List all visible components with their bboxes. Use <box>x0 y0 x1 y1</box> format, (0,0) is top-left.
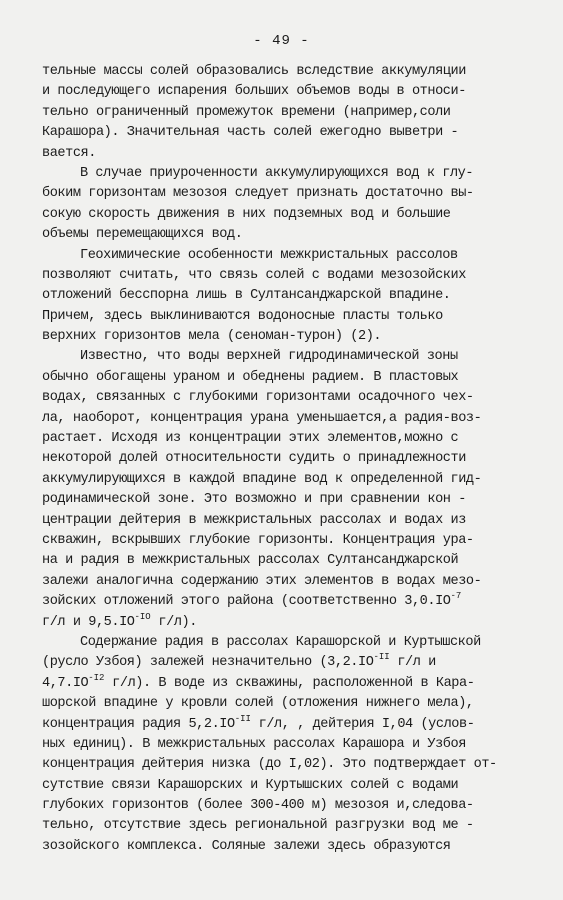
line-text: ных единиц). В межкристальных рассолах Карашора и Узбоя <box>42 736 466 752</box>
text-line <box>42 388 542 408</box>
text-line <box>42 409 542 429</box>
text-line <box>42 429 542 449</box>
line-text-continuation: г/л). В воде из скважины, расположенной в Кара- <box>104 675 475 691</box>
line-text: Карашора). Значительная часть солей ежегодно выветри - <box>42 125 459 141</box>
text-line <box>42 225 542 245</box>
text-line <box>42 715 542 735</box>
text-line <box>42 694 542 714</box>
line-text: Известно, что воды верхней гидродинамической зоны <box>80 349 458 365</box>
line-text: зозойского комплекса. Соляные залежи здесь образуются <box>42 838 451 854</box>
text-line <box>42 82 542 102</box>
text-line <box>42 572 542 592</box>
line-text: некоторой долей относительности судить о принадлежности <box>42 451 466 467</box>
text-line <box>42 796 542 816</box>
line-text: (русло Узбоя) залежей незначительно (3,2.IO <box>42 655 374 671</box>
exponent: -I2 <box>88 672 105 683</box>
text-line <box>42 205 542 225</box>
line-text: аккумулирующихся в каждой впадине вод к определенной гид- <box>42 471 482 487</box>
text-line <box>42 490 542 510</box>
text-line <box>42 592 542 612</box>
line-text: сутствие связи Карашорских и Куртышских солей с водами <box>42 777 459 793</box>
line-text: глубоких горизонтов (более 300-400 м) мезозоя и,следова- <box>42 798 474 814</box>
line-text: скважин, вскрывших глубокие горизонты. Концентрация ура- <box>42 532 474 548</box>
line-text: ла, наоборот, концентрация урана уменьшается,а радия-воз- <box>42 410 482 426</box>
line-text: и последующего испарения больших объемов воды в относи- <box>42 84 466 100</box>
text-line <box>42 674 542 694</box>
text-line <box>42 633 542 653</box>
text-line <box>42 347 542 367</box>
text-line <box>42 327 542 347</box>
text-line <box>42 613 542 633</box>
text-line <box>42 837 542 857</box>
line-text: г/л и 9,5.IO <box>42 614 135 630</box>
page-number: - 49 - <box>253 33 310 49</box>
text-line <box>42 246 542 266</box>
line-text: на и радия в межкристальных рассолах Султансанджарской <box>42 553 459 569</box>
line-text-continuation: г/л). <box>150 614 197 630</box>
line-text: концентрация дейтерия низка (до I,02). Это подтверждает от- <box>42 757 497 773</box>
exponent: -II <box>373 652 390 663</box>
line-text: родинамической зоне. Это возможно и при сравнении кон - <box>42 492 466 508</box>
line-text: сокую скорость движения в них подземных вод и большие <box>42 206 451 222</box>
text-line <box>42 266 542 286</box>
line-text: 4,7.IO <box>42 675 89 691</box>
line-text: центрации дейтерия в межкристальных рассолах и водах из <box>42 512 466 528</box>
exponent: -II <box>234 713 251 724</box>
text-line <box>42 816 542 836</box>
body-text <box>42 62 542 857</box>
text-line <box>42 184 542 204</box>
line-text-continuation: г/л, , дейтерия I,04 (услов- <box>250 716 475 732</box>
text-line <box>42 307 542 327</box>
line-text: боким горизонтам мезозоя следует признать достаточно вы- <box>42 186 474 202</box>
line-text: позволяют считать, что связь солей с водами мезозойских <box>42 267 466 283</box>
line-text: Причем, здесь выклиниваются водоносные пласты только <box>42 308 443 324</box>
text-line <box>42 62 542 82</box>
line-text: шорской впадине у кровли солей (отложения нижнего мела), <box>42 696 474 712</box>
text-line <box>42 470 542 490</box>
line-text: вается. <box>42 145 96 161</box>
line-text: В случае приуроченности аккумулирующихся вод к глу- <box>80 165 474 181</box>
text-line <box>42 286 542 306</box>
text-line <box>42 776 542 796</box>
line-text: зойских отложений этого района (соответственно 3,0.IO <box>42 594 451 610</box>
text-line <box>42 449 542 469</box>
line-text: Содержание радия в рассолах Карашорской и Куртышской <box>80 634 481 650</box>
text-line <box>42 755 542 775</box>
text-line <box>42 103 542 123</box>
line-text: обычно обогащены ураном и обеднены радием. В пластовых <box>42 369 459 385</box>
line-text: залежи аналогична содержанию этих элементов в водах мезо- <box>42 573 482 589</box>
text-line <box>42 511 542 531</box>
line-text: тельно, отсутствие здесь региональной разгрузки вод ме - <box>42 818 474 834</box>
line-text: тельные массы солей образовались вследствие аккумуляции <box>42 64 466 79</box>
line-text: объемы перемещающихся вод. <box>42 227 243 243</box>
text-line <box>42 164 542 184</box>
line-text: Геохимические особенности межкристальных рассолов <box>80 247 458 263</box>
text-line <box>42 551 542 571</box>
text-line <box>42 653 542 673</box>
text-line <box>42 144 542 164</box>
exponent: -7 <box>450 591 462 602</box>
text-line <box>42 531 542 551</box>
line-text: концентрация радия 5,2.IO <box>42 716 235 732</box>
line-text: водах, связанных с глубокими горизонтами осадочного чех- <box>42 390 474 406</box>
line-text: отложений бесспорна лишь в Султансанджарской впадине. <box>42 288 451 304</box>
line-text: растает. Исходя из концентрации этих элементов,можно с <box>42 431 459 447</box>
line-text: тельно ограниченный промежуток времени (например,соли <box>42 104 451 120</box>
exponent: -IO <box>134 611 151 622</box>
text-line <box>42 368 542 388</box>
text-line <box>42 123 542 143</box>
text-line <box>42 735 542 755</box>
line-text: верхних горизонтов мела (сеноман-турон) (2). <box>42 329 382 345</box>
line-text-continuation: г/л и <box>389 655 436 671</box>
